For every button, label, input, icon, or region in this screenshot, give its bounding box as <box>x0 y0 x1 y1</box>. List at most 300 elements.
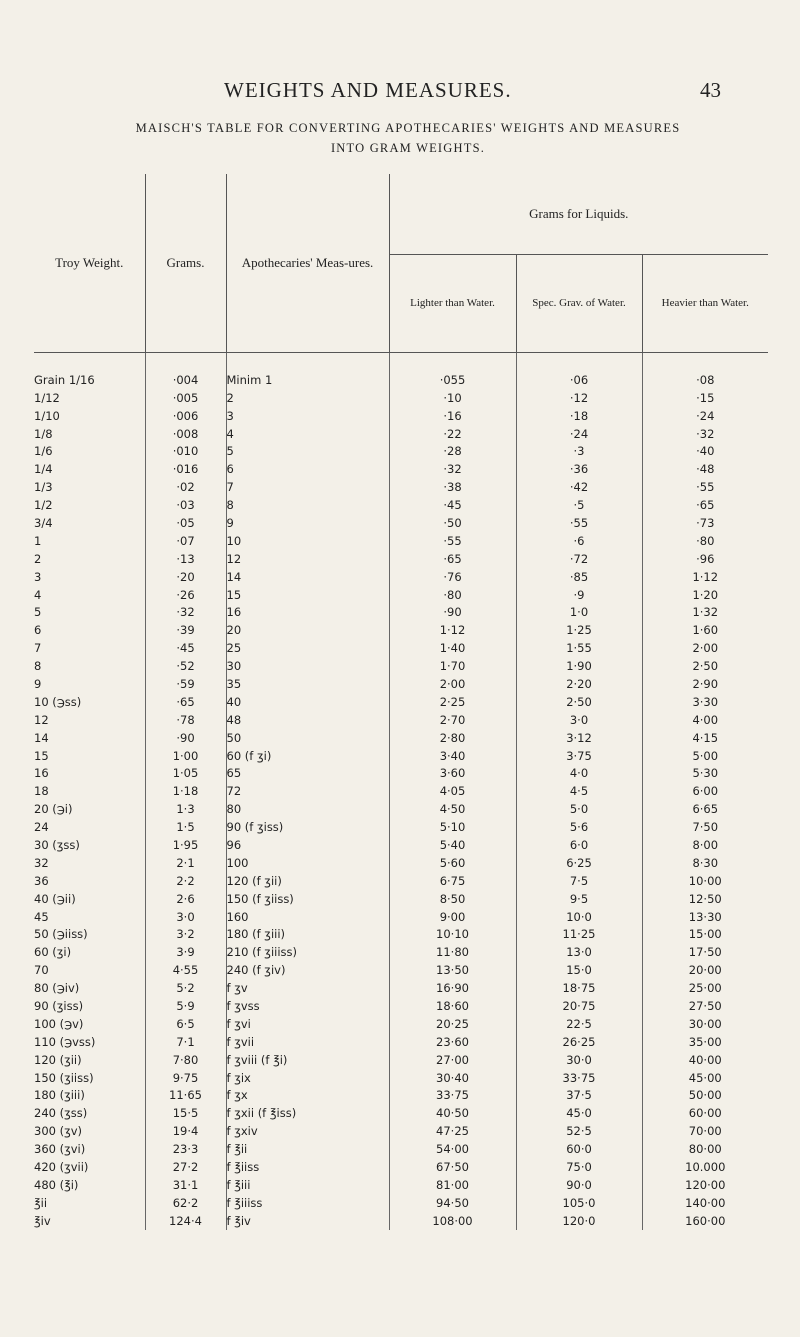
lighter-than-water-cell: 54·00 <box>389 1140 516 1158</box>
grams-cell: 2·2 <box>145 872 226 890</box>
lighter-than-water-cell: ·10 <box>389 389 516 407</box>
table-row <box>34 478 768 496</box>
heavier-than-water-cell: 50·00 <box>688 1088 722 1103</box>
spec-grav-water-cell: 120·0 <box>516 1212 642 1230</box>
spec-grav-water-cell: 33·75 <box>516 1069 642 1087</box>
grams-cell: 11·65 <box>145 1087 226 1105</box>
apothecaries-measure-cell: f ʒxiv <box>226 1122 389 1140</box>
heavier-than-water-cell: 7·50 <box>692 820 719 835</box>
grams-cell: 31·1 <box>145 1176 226 1194</box>
spec-grav-water-cell: ·5 <box>516 496 642 514</box>
grams-cell: ·90 <box>145 729 226 747</box>
troy-weight-cell: 10 (℈ss) <box>34 693 145 711</box>
header-grams-for-liquids: Grams for Liquids. <box>389 174 768 255</box>
table-row <box>34 1087 768 1105</box>
grams-cell: ·03 <box>145 496 226 514</box>
spec-grav-water-cell: 4·5 <box>516 782 642 800</box>
grams-cell: 6·5 <box>145 1015 226 1033</box>
troy-weight-cell: 1/3 <box>34 478 145 496</box>
lighter-than-water-cell: ·90 <box>389 603 516 621</box>
heavier-than-water-cell: 17·50 <box>688 945 722 960</box>
apothecaries-measure-cell: f ℥iiss <box>226 1158 389 1176</box>
heavier-than-water-cell: 160·00 <box>685 1213 726 1228</box>
apothecaries-measure-cell: f ʒx <box>226 1087 389 1105</box>
spec-grav-water-cell: ·06 <box>516 371 642 389</box>
spacer-row <box>34 353 768 371</box>
heavier-than-water-cell: 25·00 <box>688 981 722 996</box>
lighter-than-water-cell: ·65 <box>389 550 516 568</box>
lighter-than-water-cell: 40·50 <box>389 1104 516 1122</box>
table-row <box>34 1194 768 1212</box>
header-heavier-than-water: Heavier than Water. <box>642 255 768 353</box>
troy-weight-cell: 2 <box>34 550 145 568</box>
troy-weight-cell: 30 (ʒss) <box>34 836 145 854</box>
table-row <box>34 854 768 872</box>
table-row <box>34 693 768 711</box>
heavier-than-water-cell: 10.000 <box>685 1160 726 1175</box>
troy-weight-cell: 300 (ʒv) <box>34 1122 145 1140</box>
lighter-than-water-cell: 2·70 <box>389 711 516 729</box>
apothecaries-measure-cell: f ℥iiiss <box>226 1194 389 1212</box>
heavier-than-water-cell: 8·00 <box>692 837 719 852</box>
table-row <box>34 532 768 550</box>
troy-weight-cell: 6 <box>34 621 145 639</box>
apothecaries-measure-cell: 8 <box>226 496 389 514</box>
spec-grav-water-cell: 6·25 <box>516 854 642 872</box>
table-row <box>34 818 768 836</box>
troy-weight-cell: Grain 1/16 <box>34 371 145 389</box>
table-row <box>34 371 768 389</box>
heavier-than-water-cell: 1·32 <box>692 605 719 620</box>
troy-weight-cell: 9 <box>34 675 145 693</box>
spec-grav-water-cell: 1·25 <box>516 621 642 639</box>
troy-weight-cell: 16 <box>34 764 145 782</box>
spec-grav-water-cell: 13·0 <box>516 943 642 961</box>
apothecaries-measure-cell: 35 <box>226 675 389 693</box>
grams-cell: 9·75 <box>145 1069 226 1087</box>
lighter-than-water-cell: 20·25 <box>389 1015 516 1033</box>
spec-grav-water-cell: ·42 <box>516 478 642 496</box>
spec-grav-water-cell: 2·20 <box>516 675 642 693</box>
apothecaries-measure-cell: 3 <box>226 407 389 425</box>
grams-cell: 1·18 <box>145 782 226 800</box>
caption-line-1: MAISCH'S TABLE FOR CONVERTING APOTHECARIES' WEIGHTS AND MEASURES <box>135 121 681 135</box>
apothecaries-measure-cell: 30 <box>226 657 389 675</box>
table-row <box>34 1140 768 1158</box>
table-row <box>34 603 768 621</box>
apothecaries-measure-cell: 40 <box>226 693 389 711</box>
spec-grav-water-cell: 105·0 <box>516 1194 642 1212</box>
grams-cell: 27·2 <box>145 1158 226 1176</box>
grams-cell: ·65 <box>145 693 226 711</box>
grams-cell: ·52 <box>145 657 226 675</box>
spec-grav-water-cell: 5·6 <box>516 818 642 836</box>
grams-cell: 62·2 <box>145 1194 226 1212</box>
spec-grav-water-cell: 2·50 <box>516 693 642 711</box>
lighter-than-water-cell: ·055 <box>389 371 516 389</box>
lighter-than-water-cell: 3·40 <box>389 747 516 765</box>
spec-grav-water-cell: 6·0 <box>516 836 642 854</box>
table-caption <box>48 118 768 158</box>
apothecaries-measure-cell: 100 <box>226 854 389 872</box>
troy-weight-cell: 110 (℈vss) <box>34 1033 145 1051</box>
lighter-than-water-cell: 94·50 <box>389 1194 516 1212</box>
heavier-than-water-cell: 2·90 <box>692 676 719 691</box>
heavier-than-water-cell: ·32 <box>696 426 715 441</box>
troy-weight-cell: 8 <box>34 657 145 675</box>
troy-weight-cell: 360 (ʒvi) <box>34 1140 145 1158</box>
apothecaries-measure-cell: 16 <box>226 603 389 621</box>
lighter-than-water-cell: 4·05 <box>389 782 516 800</box>
troy-weight-cell: 100 (℈v) <box>34 1015 145 1033</box>
heavier-than-water-cell: 27·50 <box>688 999 722 1013</box>
lighter-than-water-cell: 23·60 <box>389 1033 516 1051</box>
lighter-than-water-cell: 1·70 <box>389 657 516 675</box>
spec-grav-water-cell: 15·0 <box>516 961 642 979</box>
heavier-than-water-cell: 5·00 <box>692 748 719 763</box>
grams-cell: 3·0 <box>145 908 226 926</box>
table-row <box>34 460 768 478</box>
troy-weight-cell: 12 <box>34 711 145 729</box>
grams-cell: 2·1 <box>145 854 226 872</box>
spec-grav-water-cell: 30·0 <box>516 1051 642 1069</box>
grams-cell: 7·1 <box>145 1033 226 1051</box>
table-row <box>34 1069 768 1087</box>
header-lighter-than-water: Lighter than Water. <box>389 255 516 353</box>
heavier-than-water-cell: 6·65 <box>692 802 719 817</box>
lighter-than-water-cell: 13·50 <box>389 961 516 979</box>
lighter-than-water-cell: 2·80 <box>389 729 516 747</box>
grams-cell: 1·05 <box>145 764 226 782</box>
grams-cell: ·008 <box>145 425 226 443</box>
table-row <box>34 800 768 818</box>
table-row <box>34 908 768 926</box>
apothecaries-measure-cell: 210 (f ʒiiiss) <box>226 943 389 961</box>
running-title: WEIGHTS AND MEASURES. <box>224 78 512 102</box>
grams-cell: 1·95 <box>145 836 226 854</box>
spec-grav-water-cell: 1·55 <box>516 639 642 657</box>
table-row <box>34 943 768 961</box>
troy-weight-cell: 5 <box>34 603 145 621</box>
table-row <box>34 1158 768 1176</box>
spec-grav-water-cell: 5·0 <box>516 800 642 818</box>
troy-weight-cell: 480 (℥i) <box>34 1176 145 1194</box>
apothecaries-measure-cell: 48 <box>226 711 389 729</box>
lighter-than-water-cell: 81·00 <box>389 1176 516 1194</box>
heavier-than-water-cell: 5·30 <box>692 766 719 781</box>
header-grams: Grams. <box>145 174 226 353</box>
grams-cell: ·010 <box>145 442 226 460</box>
table-row <box>34 1033 768 1051</box>
apothecaries-measure-cell: 25 <box>226 639 389 657</box>
table-row <box>34 782 768 800</box>
lighter-than-water-cell: 9·00 <box>389 908 516 926</box>
grams-cell: 7·80 <box>145 1051 226 1069</box>
lighter-than-water-cell: 47·25 <box>389 1122 516 1140</box>
spec-grav-water-cell: 45·0 <box>516 1104 642 1122</box>
table-body <box>34 353 768 1230</box>
spec-grav-water-cell: ·9 <box>516 586 642 604</box>
apothecaries-measure-cell: 5 <box>226 442 389 460</box>
table-row <box>34 890 768 908</box>
apothecaries-measure-cell: 10 <box>226 532 389 550</box>
apothecaries-measure-cell: 2 <box>226 389 389 407</box>
table-row <box>34 514 768 532</box>
lighter-than-water-cell: ·50 <box>389 514 516 532</box>
heavier-than-water-cell: 30·00 <box>688 1016 722 1031</box>
lighter-than-water-cell: 5·60 <box>389 854 516 872</box>
apothecaries-measure-cell: 12 <box>226 550 389 568</box>
heavier-than-water-cell: ·24 <box>696 408 715 423</box>
lighter-than-water-cell: 4·50 <box>389 800 516 818</box>
conversion-table <box>34 174 768 1230</box>
apothecaries-measure-cell: 150 (f ʒiiss) <box>226 890 389 908</box>
grams-cell: ·016 <box>145 460 226 478</box>
page-number: 43 <box>700 78 721 102</box>
spec-grav-water-cell: 90·0 <box>516 1176 642 1194</box>
table-row <box>34 407 768 425</box>
heavier-than-water-cell: 4·15 <box>692 730 719 745</box>
apothecaries-measure-cell: f ʒviii (f ℥i) <box>226 1051 389 1069</box>
lighter-than-water-cell: 10·10 <box>389 926 516 944</box>
table-row <box>34 1212 768 1230</box>
grams-cell: 5·2 <box>145 979 226 997</box>
troy-weight-cell: 36 <box>34 872 145 890</box>
table-row <box>34 979 768 997</box>
heavier-than-water-cell: 140·00 <box>685 1195 726 1210</box>
apothecaries-measure-cell: f ʒv <box>226 979 389 997</box>
caption-line-2: INTO GRAM WEIGHTS. <box>330 141 486 155</box>
troy-weight-cell: 1 <box>34 532 145 550</box>
table-row <box>34 1122 768 1140</box>
grams-cell: 4·55 <box>145 961 226 979</box>
apothecaries-measure-cell: 65 <box>226 764 389 782</box>
grams-cell: 19·4 <box>145 1122 226 1140</box>
apothecaries-measure-cell: f ℥ii <box>226 1140 389 1158</box>
grams-cell: 3·9 <box>145 943 226 961</box>
header-troy-weight: Troy Weight. <box>34 174 145 353</box>
apothecaries-measure-cell: 90 (f ʒiss) <box>226 818 389 836</box>
troy-weight-cell: 1/2 <box>34 496 145 514</box>
grams-cell: ·78 <box>145 711 226 729</box>
heavier-than-water-cell: 1·20 <box>692 587 719 602</box>
troy-weight-cell: ℥ii <box>34 1194 145 1212</box>
grams-cell: ·39 <box>145 621 226 639</box>
heavier-than-water-cell: ·96 <box>696 551 715 566</box>
spec-grav-water-cell: 60·0 <box>516 1140 642 1158</box>
heavier-than-water-cell: 12·50 <box>688 891 722 906</box>
heavier-than-water-cell: ·80 <box>696 533 715 548</box>
spec-grav-water-cell: ·72 <box>516 550 642 568</box>
lighter-than-water-cell: 5·40 <box>389 836 516 854</box>
troy-weight-cell: 45 <box>34 908 145 926</box>
spec-grav-water-cell: 26·25 <box>516 1033 642 1051</box>
table-row <box>34 1051 768 1069</box>
lighter-than-water-cell: ·22 <box>389 425 516 443</box>
spec-grav-water-cell: 3·12 <box>516 729 642 747</box>
troy-weight-cell: 60 (ʒi) <box>34 943 145 961</box>
apothecaries-measure-cell: 7 <box>226 478 389 496</box>
troy-weight-cell: 18 <box>34 782 145 800</box>
table-row <box>34 747 768 765</box>
table-row <box>34 836 768 854</box>
heavier-than-water-cell: 1·60 <box>692 623 719 638</box>
lighter-than-water-cell: ·45 <box>389 496 516 514</box>
troy-weight-cell: 70 <box>34 961 145 979</box>
grams-cell: 124·4 <box>145 1212 226 1230</box>
troy-weight-cell: 1/4 <box>34 460 145 478</box>
grams-cell: 3·2 <box>145 926 226 944</box>
heavier-than-water-cell: 10·00 <box>688 873 722 888</box>
spec-grav-water-cell: ·55 <box>516 514 642 532</box>
table-row <box>34 657 768 675</box>
apothecaries-measure-cell: 120 (f ʒii) <box>226 872 389 890</box>
troy-weight-cell: 1/6 <box>34 442 145 460</box>
heavier-than-water-cell: ·73 <box>696 515 715 530</box>
table-row <box>34 961 768 979</box>
heavier-than-water-cell: 45·00 <box>688 1070 722 1085</box>
apothecaries-measure-cell: 50 <box>226 729 389 747</box>
table-row <box>34 729 768 747</box>
table-row <box>34 1176 768 1194</box>
lighter-than-water-cell: 5·10 <box>389 818 516 836</box>
grams-cell: 1·3 <box>145 800 226 818</box>
heavier-than-water-cell: ·08 <box>696 372 715 387</box>
grams-cell: ·13 <box>145 550 226 568</box>
lighter-than-water-cell: 2·00 <box>389 675 516 693</box>
spec-grav-water-cell: 3·0 <box>516 711 642 729</box>
lighter-than-water-cell: ·76 <box>389 568 516 586</box>
troy-weight-cell: 20 (℈i) <box>34 800 145 818</box>
spec-grav-water-cell: 10·0 <box>516 908 642 926</box>
spec-grav-water-cell: 4·0 <box>516 764 642 782</box>
grams-cell: 23·3 <box>145 1140 226 1158</box>
spec-grav-water-cell: 7·5 <box>516 872 642 890</box>
troy-weight-cell: 120 (ʒii) <box>34 1051 145 1069</box>
apothecaries-measure-cell: Minim 1 <box>226 371 389 389</box>
lighter-than-water-cell: 33·75 <box>389 1087 516 1105</box>
spec-grav-water-cell: 22·5 <box>516 1015 642 1033</box>
grams-cell: 1·5 <box>145 818 226 836</box>
troy-weight-cell: 7 <box>34 639 145 657</box>
spec-grav-water-cell: 1·0 <box>516 603 642 621</box>
lighter-than-water-cell: ·38 <box>389 478 516 496</box>
table-row <box>34 639 768 657</box>
heavier-than-water-cell: 20·00 <box>688 963 722 978</box>
table-row <box>34 389 768 407</box>
spec-grav-water-cell: ·12 <box>516 389 642 407</box>
spec-grav-water-cell: 75·0 <box>516 1158 642 1176</box>
spec-grav-water-cell: 20·75 <box>516 997 642 1015</box>
table-row <box>34 586 768 604</box>
grams-cell: ·004 <box>145 371 226 389</box>
troy-weight-cell: 3/4 <box>34 514 145 532</box>
heavier-than-water-cell: 2·50 <box>692 659 719 674</box>
spec-grav-water-cell: ·36 <box>516 460 642 478</box>
table-row <box>34 997 768 1015</box>
heavier-than-water-cell: 15·00 <box>688 927 722 942</box>
heavier-than-water-cell: ·40 <box>696 444 715 459</box>
lighter-than-water-cell: 67·50 <box>389 1158 516 1176</box>
apothecaries-measure-cell: f ʒix <box>226 1069 389 1087</box>
heavier-than-water-cell: 80·00 <box>688 1142 722 1157</box>
apothecaries-measure-cell: 180 (f ʒiii) <box>226 926 389 944</box>
lighter-than-water-cell: 1·12 <box>389 621 516 639</box>
table-row <box>34 926 768 944</box>
spec-grav-water-cell: 3·75 <box>516 747 642 765</box>
heavier-than-water-cell: 2·00 <box>692 641 719 656</box>
troy-weight-cell: 90 (ʒiss) <box>34 997 145 1015</box>
lighter-than-water-cell: 108·00 <box>389 1212 516 1230</box>
table-row <box>34 711 768 729</box>
grams-cell: ·20 <box>145 568 226 586</box>
spec-grav-water-cell: ·3 <box>516 442 642 460</box>
apothecaries-measure-cell: f ʒvss <box>226 997 389 1015</box>
troy-weight-cell: 240 (ʒss) <box>34 1104 145 1122</box>
heavier-than-water-cell: ·48 <box>696 462 715 477</box>
grams-cell: ·32 <box>145 603 226 621</box>
troy-weight-cell: 1/10 <box>34 407 145 425</box>
apothecaries-measure-cell: f ʒvi <box>226 1015 389 1033</box>
troy-weight-cell: 1/8 <box>34 425 145 443</box>
troy-weight-cell: 50 (℈iiss) <box>34 926 145 944</box>
heavier-than-water-cell: 35·00 <box>688 1034 722 1049</box>
table-row <box>34 621 768 639</box>
lighter-than-water-cell: ·32 <box>389 460 516 478</box>
lighter-than-water-cell: 16·90 <box>389 979 516 997</box>
lighter-than-water-cell: 27·00 <box>389 1051 516 1069</box>
heavier-than-water-cell: ·65 <box>696 498 715 513</box>
lighter-than-water-cell: 18·60 <box>389 997 516 1015</box>
grams-cell: ·59 <box>145 675 226 693</box>
grams-cell: ·005 <box>145 389 226 407</box>
heavier-than-water-cell: 3·30 <box>692 694 719 709</box>
table-row <box>34 1015 768 1033</box>
troy-weight-cell: 420 (ʒvii) <box>34 1158 145 1176</box>
lighter-than-water-cell: ·80 <box>389 586 516 604</box>
table-row <box>34 568 768 586</box>
apothecaries-measure-cell: f ʒvii <box>226 1033 389 1051</box>
heavier-than-water-cell: 1·12 <box>692 569 719 584</box>
grams-cell: ·05 <box>145 514 226 532</box>
table-row <box>34 425 768 443</box>
grams-cell: ·02 <box>145 478 226 496</box>
heavier-than-water-cell: 4·00 <box>692 712 719 727</box>
table-row <box>34 496 768 514</box>
heavier-than-water-cell: ·55 <box>696 480 715 495</box>
spec-grav-water-cell: ·24 <box>516 425 642 443</box>
troy-weight-cell: 150 (ʒiiss) <box>34 1069 145 1087</box>
spec-grav-water-cell: ·6 <box>516 532 642 550</box>
spec-grav-water-cell: 37·5 <box>516 1087 642 1105</box>
apothecaries-measure-cell: 15 <box>226 586 389 604</box>
apothecaries-measure-cell: 72 <box>226 782 389 800</box>
spec-grav-water-cell: 52·5 <box>516 1122 642 1140</box>
apothecaries-measure-cell: 160 <box>226 908 389 926</box>
table-row <box>34 872 768 890</box>
grams-cell: ·26 <box>145 586 226 604</box>
grams-cell: 15·5 <box>145 1104 226 1122</box>
heavier-than-water-cell: 60·00 <box>688 1106 722 1121</box>
apothecaries-measure-cell: 4 <box>226 425 389 443</box>
grams-cell: ·07 <box>145 532 226 550</box>
apothecaries-measure-cell: 60 (f ʒi) <box>226 747 389 765</box>
grams-cell: 2·6 <box>145 890 226 908</box>
troy-weight-cell: 14 <box>34 729 145 747</box>
lighter-than-water-cell: ·55 <box>389 532 516 550</box>
table-row <box>34 442 768 460</box>
lighter-than-water-cell: ·28 <box>389 442 516 460</box>
